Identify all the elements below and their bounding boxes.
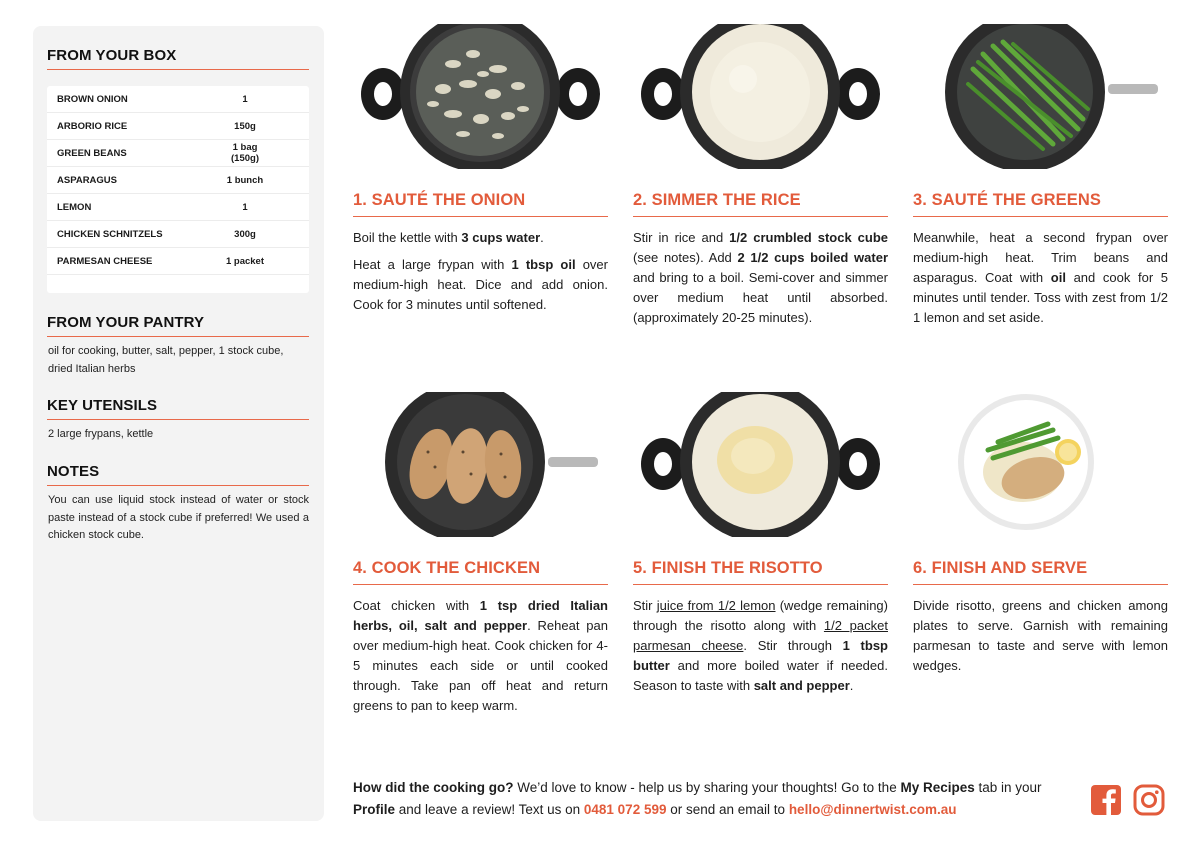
step-6-title: 6. FINISH AND SERVE (913, 559, 1168, 585)
ingredient-row (47, 167, 309, 194)
step-3-image (913, 24, 1168, 169)
step-1-paragraph: Heat a large frypan with 1 tbsp oil over medium-high heat. Dice and add onion. Cook for 3 minutes until softened. (353, 257, 608, 312)
step-6-image (913, 392, 1168, 537)
ingredient-name: LEMON (57, 201, 92, 213)
ingredient-qty: 1 (242, 93, 248, 105)
notes-heading: NOTES (47, 463, 309, 486)
pantry-text: oil for cooking, butter, salt, pepper, 1 stock cube, dried Italian herbs (48, 345, 284, 375)
ingredients-table (47, 86, 309, 293)
instagram-icon[interactable] (1133, 784, 1165, 821)
step-5-paragraph: Stir juice from 1/2 lemon (wedge remaining) through the risotto along with 1/2 packet parmesan cheese. Stir through 1 tbsp butter and more boiled water if needed. Season to taste with salt and pepper. (633, 598, 888, 693)
ingredient-qty: 150g (234, 120, 256, 132)
step-5-title: 5. FINISH THE RISOTTO (633, 559, 888, 585)
ingredient-row (47, 140, 309, 167)
ingredient-name: ARBORIO RICE (57, 120, 128, 132)
ingredient-qty: 1 (242, 201, 248, 213)
feedback-footer: How did the cooking go? We’d love to know - help us by sharing your thoughts! Go to the My Recipes tab in your Profile and leave a review! Text us on 0481 072 599 or send an email to hello@dinnertwist.com.au (353, 780, 1042, 817)
step-1-body (353, 228, 608, 322)
step-1-paragraph: Boil the kettle with 3 cups water. (353, 230, 544, 245)
step-2-body (633, 228, 888, 335)
step-4-title: 4. COOK THE CHICKEN (353, 559, 608, 585)
step-1-title: 1. SAUTÉ THE ONION (353, 191, 608, 217)
utensils-heading: KEY UTENSILS (47, 397, 309, 420)
my-recipes-link[interactable]: My Recipes (900, 780, 975, 795)
from-your-box-heading: FROM YOUR BOX (47, 47, 309, 70)
step-2-paragraph: Stir in rice and 1/2 crumbled stock cube (see notes). Add 2 1/2 cups boiled water and bring to a boil. Semi-cover and simmer over medium heat until absorbed. (approximately 20-25 minutes). (633, 230, 889, 325)
ingredient-qty: 1 packet (225, 255, 265, 267)
ingredient-name: BROWN ONION (57, 93, 128, 105)
ingredient-row (47, 248, 309, 275)
pantry-heading: FROM YOUR PANTRY (47, 314, 309, 337)
step-4-body (353, 596, 608, 723)
phone-number[interactable]: 0481 072 599 (583, 802, 667, 817)
ingredient-row (47, 194, 309, 221)
facebook-icon[interactable] (1090, 784, 1122, 821)
ingredient-name: ASPARAGUS (57, 174, 117, 186)
email-link[interactable]: hello@dinnertwist.com.au (788, 802, 957, 817)
step-5-body (633, 596, 888, 703)
ingredient-row (47, 86, 309, 113)
step-1-image (353, 24, 608, 169)
ingredient-qty: 1 bag (150g) (231, 142, 259, 164)
utensils-text: 2 large frypans, kettle (48, 428, 154, 440)
ingredient-qty: 1 bunch (226, 174, 264, 186)
step-3-body (913, 228, 1168, 335)
notes-text: You can use liquid stock instead of water or stock paste instead of a stock cube if preferred! We used a chicken stock cube. (48, 494, 309, 541)
step-5-image (633, 392, 888, 537)
profile-link[interactable]: Profile (353, 802, 396, 817)
ingredient-qty: 300g (234, 228, 256, 240)
pantry-section (33, 314, 324, 378)
ingredient-name: CHICKEN SCHNITZELS (57, 228, 163, 240)
step-3-paragraph: Meanwhile, heat a second frypan over medium-high heat. Trim beans and asparagus. Coat with oil and cook for 5 minutes until tender. Toss with zest from 1/2 1 lemon and set aside. (913, 230, 1169, 325)
ingredient-name: GREEN BEANS (57, 147, 127, 159)
step-6-body (913, 596, 1168, 683)
notes-section (33, 463, 324, 545)
utensils-section (33, 397, 324, 444)
feedback-question: How did the cooking go? (353, 780, 514, 795)
ingredient-row (47, 113, 309, 140)
step-4-image (353, 392, 608, 537)
sidebar (33, 26, 324, 821)
ingredient-row (47, 221, 309, 248)
step-2-title: 2. SIMMER THE RICE (633, 191, 888, 217)
ingredient-row-empty (47, 275, 309, 300)
step-6-paragraph: Divide risotto, greens and chicken among plates to serve. Garnish with remaining parmesan to taste and serve with lemon wedges. (913, 598, 1168, 673)
step-3-title: 3. SAUTÉ THE GREENS (913, 191, 1168, 217)
ingredient-name: PARMESAN CHEESE (57, 255, 153, 267)
step-4-paragraph: Coat chicken with 1 tsp dried Italian herbs, oil, salt and pepper. Reheat pan over medium-high heat. Cook chicken for 4-5 minutes each side or until cooked through. Take pan off heat and return greens to pan to keep warm. (353, 598, 608, 713)
step-2-image (633, 24, 888, 169)
